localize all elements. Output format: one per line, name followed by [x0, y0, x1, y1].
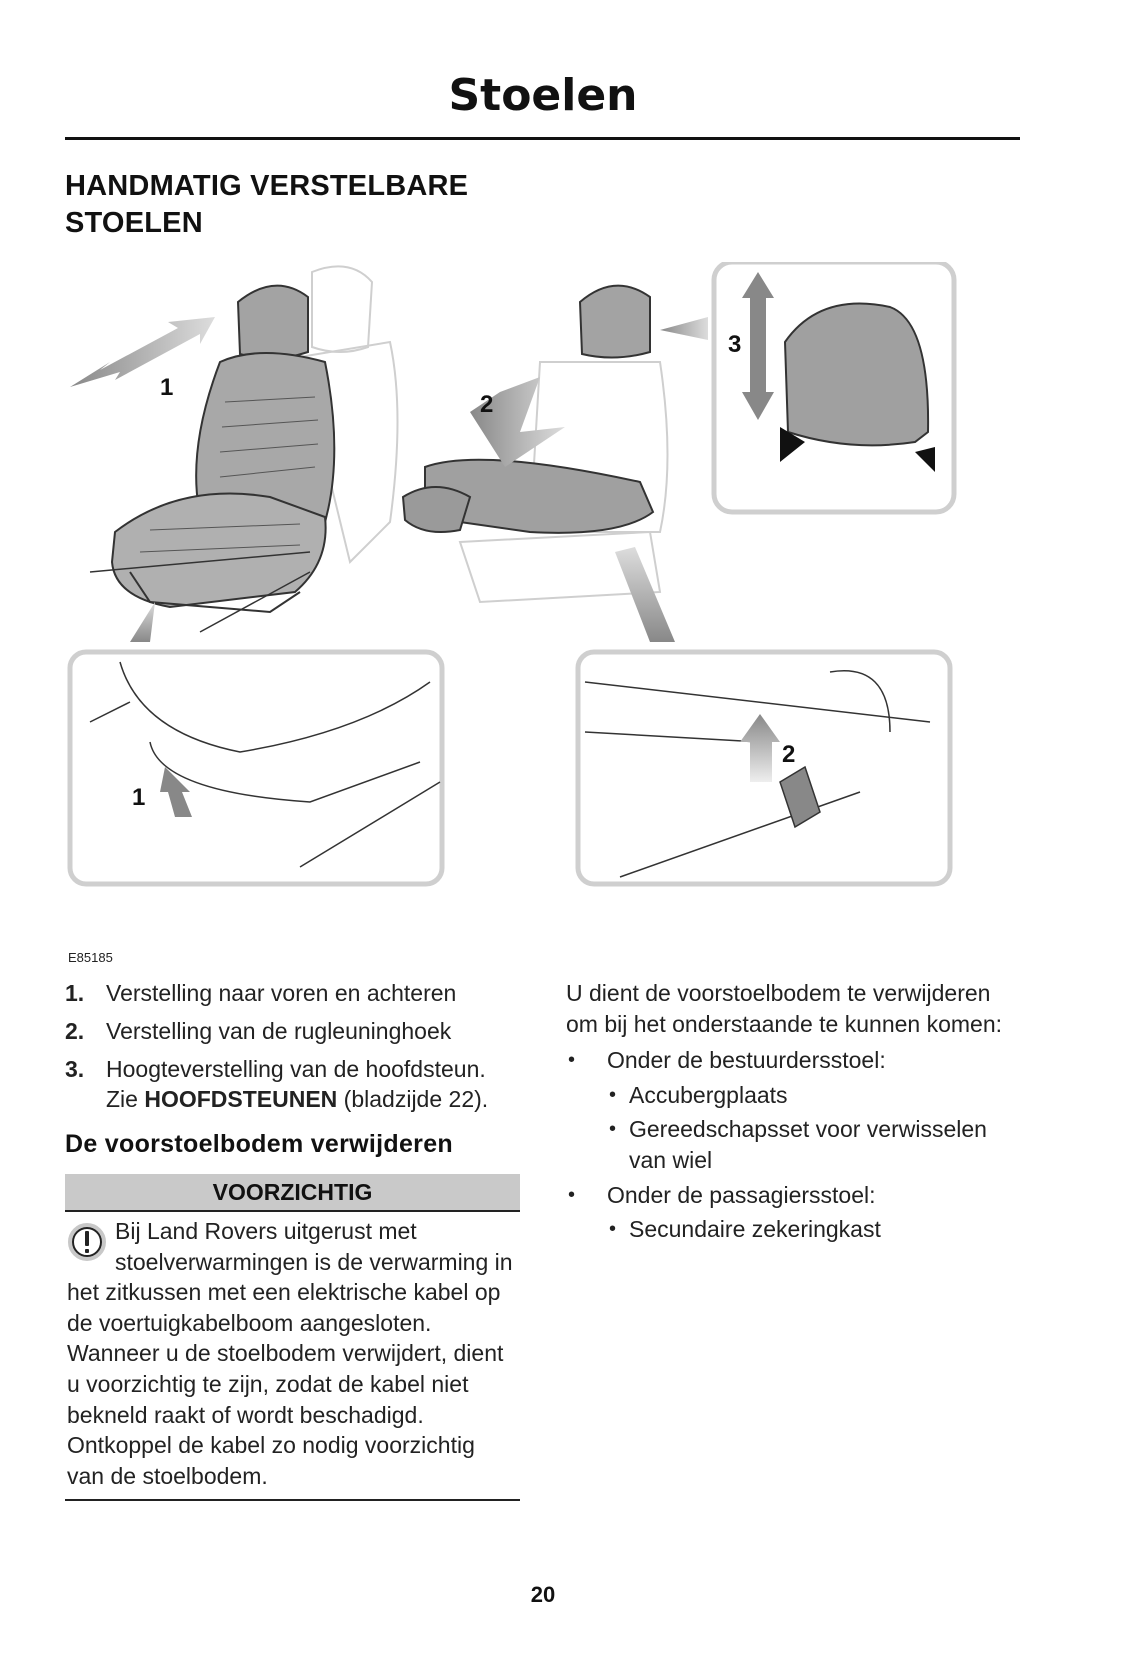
bullet-list	[566, 1045, 1026, 1245]
section-heading	[65, 168, 485, 242]
caution-text: Bij Land Rovers uitgerust met stoelverwarmingen is de verwarming in het zitkussen met een elektrische kabel op de voertuigkabelboom aangesloten. Wanneer u de stoelbodem verwijdert, dient u voorzichtig te zijn, zodat de kabel niet bekneld raakt of wordt beschadigd. Ontkoppel de kabel zo nodig voorzichtig van de stoelbodem.	[67, 1218, 513, 1489]
list-number: 1.	[65, 980, 85, 1006]
intro-paragraph: U dient de voorstoelbodem te verwijderen om bij het onderstaande te kunnen komen:	[566, 980, 1003, 1037]
bullet-item	[566, 1180, 1026, 1245]
callout-2-top: 2	[480, 391, 494, 418]
list-number: 2.	[65, 1018, 85, 1044]
panel-1-detail	[70, 652, 442, 884]
bullet-item	[566, 1045, 1026, 1175]
section-heading-line1: HANDMATIG VERSTELBARE	[65, 170, 469, 202]
right-column	[566, 978, 1026, 1249]
callout-2-bottom: 2	[782, 741, 796, 768]
sub-bullet-list	[607, 1080, 1026, 1176]
list-text: Verstelling naar voren en achteren	[106, 980, 457, 1006]
sub-bullet-item: • Gereedschapsset voor verwisselen van wiel	[607, 1114, 1026, 1175]
caution-label: VOORZICHTIG	[65, 1174, 520, 1212]
page-title: Stoelen	[448, 70, 638, 121]
callout-3: 3	[728, 331, 742, 358]
page-number: 20	[530, 1582, 556, 1607]
sub-bullet-item: • Accubergplaats	[607, 1080, 1026, 1111]
callout-1-top: 1	[160, 374, 174, 401]
title-rule	[65, 137, 1020, 140]
callout-1-bottom: 1	[132, 784, 146, 811]
seat-adjustment-illustration	[60, 262, 1020, 947]
subsection-heading: De voorstoelbodem verwijderen	[65, 1130, 453, 1158]
bullet-label: Onder de passagiersstoel:	[607, 1181, 876, 1208]
exclamation-circle-icon	[67, 1222, 107, 1262]
seat-1	[90, 286, 334, 632]
left-column	[65, 978, 520, 1501]
cross-reference-link[interactable]: HOOFDSTEUNEN	[144, 1086, 338, 1112]
list-item	[65, 1016, 520, 1046]
figure-code: E85185	[68, 950, 113, 965]
list-item	[65, 978, 520, 1008]
list-item	[65, 1054, 520, 1114]
list-text: Verstelling van de rugleuninghoek	[106, 1018, 452, 1044]
arrow-1-forward-back	[70, 317, 215, 387]
caution-box	[65, 1174, 520, 1501]
sub-bullet-list	[607, 1214, 1026, 1245]
numbered-list	[65, 978, 520, 1114]
caution-body	[65, 1212, 520, 1501]
list-text-suffix: (bladzijde 22).	[337, 1086, 489, 1112]
sub-bullet-item: • Secundaire zekeringkast	[607, 1214, 1026, 1245]
list-number: 3.	[65, 1056, 85, 1082]
bullet-label: Onder de bestuurdersstoel:	[607, 1047, 886, 1074]
list-text: Hoogteverstelling van de hoofdsteun. Zie	[106, 1056, 486, 1112]
section-heading-line2: STOELEN	[65, 207, 203, 239]
